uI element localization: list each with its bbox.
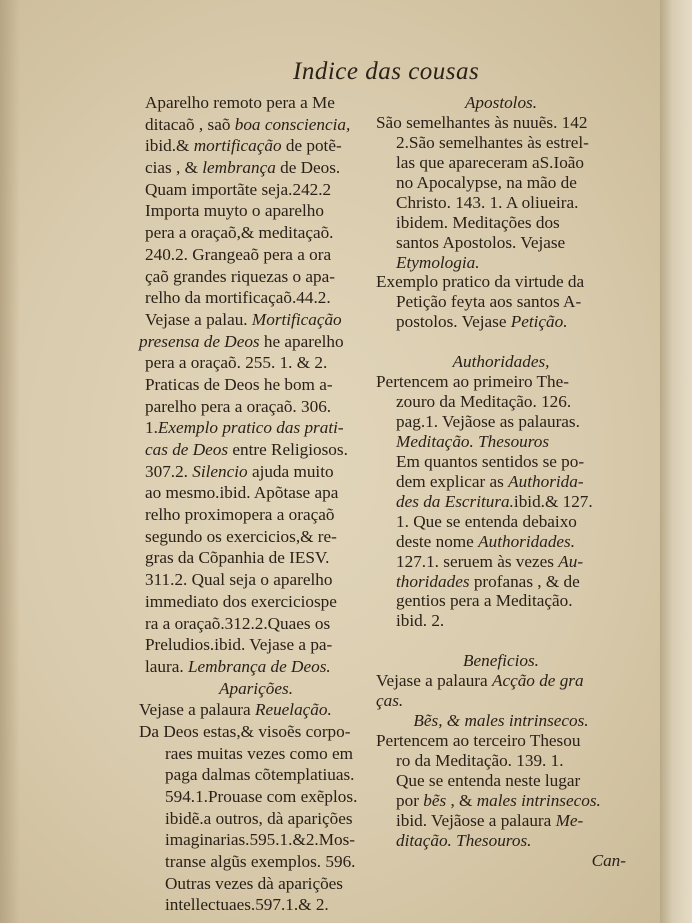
- text: Quam importãte seja.242.2: [145, 179, 332, 199]
- text: no Apocalypse, na mão de: [396, 172, 577, 192]
- index-line: [145, 786, 367, 808]
- italic-text: presensa de Deos: [139, 331, 260, 351]
- text: ajuda muito: [247, 461, 334, 481]
- index-line: [139, 331, 367, 353]
- index-line: [376, 751, 626, 771]
- index-line: [145, 808, 367, 830]
- text: por: [396, 790, 424, 810]
- italic-text: Exemplo pratico das prati-: [157, 418, 344, 438]
- index-line: [376, 572, 626, 592]
- index-line: [376, 811, 626, 831]
- text: entre Religiosos.: [228, 440, 348, 459]
- index-heading: [376, 651, 626, 671]
- italic-text: Acção de gra: [491, 671, 584, 691]
- italic-text: Petição.: [510, 312, 568, 332]
- text: deste nome: [396, 531, 479, 551]
- text: Que se entenda neste lugar: [396, 770, 581, 790]
- index-line: [376, 233, 626, 253]
- index-line: [139, 721, 367, 743]
- index-line: [145, 266, 367, 288]
- index-line: [145, 396, 367, 418]
- index-line: [139, 699, 367, 721]
- index-line: [145, 114, 367, 136]
- index-line: [145, 591, 367, 613]
- italic-text: Authorida-: [508, 471, 584, 491]
- index-line: [145, 613, 367, 635]
- italic-text: Meditação. Thesouros: [396, 431, 550, 451]
- index-line: [145, 352, 367, 374]
- index-line: [145, 873, 367, 895]
- index-line: [376, 532, 626, 552]
- index-line: [376, 452, 626, 472]
- text: santos Apostolos. Vejase: [396, 232, 566, 252]
- index-line: [145, 634, 367, 656]
- text: laura.: [145, 656, 188, 676]
- italic-text: Mortificação: [251, 309, 342, 329]
- text: segundo os exercicios,& re-: [145, 526, 337, 546]
- index-line: [376, 731, 626, 751]
- text: Christo. 143. 1. A oliueira.: [396, 192, 579, 212]
- text: Pertencem ao primeiro The-: [376, 372, 569, 392]
- left-column: [139, 92, 367, 916]
- index-line: [145, 179, 367, 201]
- text: ibid.& 127.: [513, 491, 593, 511]
- index-line: [145, 504, 367, 526]
- text: ra a oraçaõ.312.2.Quaes os: [145, 613, 331, 633]
- text: Outras vezes dà aparições: [165, 873, 343, 893]
- italic-text: males intrinsecos.: [476, 790, 601, 810]
- index-line: [376, 133, 626, 153]
- text: çaõ grandes riquezas o apa-: [145, 266, 335, 286]
- text: immediato dos exerciciospe: [145, 591, 337, 611]
- text: 594.1.Prouase com exẽplos.: [165, 787, 358, 806]
- text: relho da mortificaçaõ.44.2.: [145, 288, 331, 308]
- index-line: [376, 332, 626, 352]
- index-line: [376, 412, 626, 432]
- index-line: [376, 113, 626, 133]
- index-line: [145, 547, 367, 569]
- index-line: [376, 173, 626, 193]
- text: ibidem. Meditações dos: [396, 212, 560, 232]
- text: 2.São semelhantes às estrel-: [396, 132, 589, 152]
- index-line: [376, 791, 626, 811]
- text: ro da Meditação. 139. 1.: [396, 750, 564, 770]
- index-line: [145, 309, 367, 331]
- index-line: [376, 512, 626, 532]
- index-line: [376, 611, 626, 631]
- text: Petição feyta aos santos A-: [396, 292, 582, 312]
- index-line: [376, 671, 626, 691]
- text: Preludios.ibid. Vejase a pa-: [145, 635, 333, 655]
- index-line: [145, 894, 367, 916]
- index-heading: [376, 93, 626, 113]
- text: cias , &: [145, 158, 203, 178]
- index-line: [376, 392, 626, 412]
- index-line: [376, 552, 626, 572]
- index-line: [145, 461, 367, 483]
- index-line: [376, 272, 626, 292]
- index-line: [145, 135, 367, 157]
- text: he aparelho: [259, 331, 344, 351]
- index-line: [376, 153, 626, 173]
- index-line: [376, 831, 626, 851]
- index-line: [145, 656, 367, 678]
- index-line: [145, 287, 367, 309]
- running-header: Indice das cousas: [293, 58, 480, 85]
- text: 1.: [145, 418, 158, 438]
- text: zouro da Meditação. 126.: [396, 392, 572, 412]
- text: pera a oraçaõ,& meditaçaõ.: [145, 223, 334, 243]
- index-line: [376, 472, 626, 492]
- text: ibidẽ.a outros, dà aparições: [165, 808, 353, 828]
- index-line: [145, 222, 367, 244]
- text: ditacaõ , saõ: [145, 114, 235, 134]
- index-line: [145, 374, 367, 396]
- text: las que apareceram aS.Ioão: [396, 152, 585, 172]
- index-line: [145, 526, 367, 548]
- text: Praticas de Deos he bom a-: [145, 374, 333, 394]
- index-line: [376, 253, 626, 273]
- index-line: [145, 244, 367, 266]
- italic-text: Apostolos.: [464, 93, 538, 112]
- index-line: [376, 631, 626, 651]
- page-gutter-shadow: [0, 0, 20, 923]
- text: Importa muyto o aparelho: [145, 201, 324, 221]
- index-line: [376, 771, 626, 791]
- index-line: [376, 372, 626, 392]
- index-line: [376, 432, 626, 452]
- italic-text: bẽs: [423, 790, 447, 810]
- italic-text: thoridades: [396, 571, 470, 591]
- text: 311.2. Qual seja o aparelho: [145, 570, 333, 590]
- index-line: [145, 743, 367, 765]
- text: ibid. Vejãose a palaura: [396, 810, 556, 830]
- text: 1. Que se entenda debaixo: [396, 511, 577, 531]
- italic-text: boa consciencia,: [234, 114, 351, 134]
- text: profanas , & de: [469, 571, 580, 591]
- italic-text: lembrança: [202, 158, 276, 178]
- index-heading: [145, 678, 367, 700]
- text: relho proximopera a oraçaõ: [145, 505, 335, 525]
- text: Vejase a palaura: [139, 700, 255, 720]
- index-line: [145, 851, 367, 873]
- index-line: [376, 213, 626, 233]
- text: São semelhantes às nuuẽs. 142: [376, 112, 588, 132]
- text: Exemplo pratico da virtude da: [376, 272, 585, 292]
- text: gras da Cõpanhia de IESV.: [145, 548, 330, 568]
- index-line: [376, 691, 626, 711]
- index-line: [376, 312, 626, 332]
- italic-text: ças.: [376, 691, 404, 711]
- text: Da Deos estas,& visoẽs corpo-: [139, 721, 351, 741]
- text: ibid.&: [145, 136, 194, 156]
- text: Vejase a palaura: [376, 671, 492, 691]
- italic-text: ditação. Thesouros.: [396, 830, 532, 850]
- italic-text: Reuelação.: [254, 700, 332, 720]
- text: 307.2.: [145, 461, 193, 481]
- italic-text: cas de Deos: [145, 440, 229, 459]
- right-column: [376, 93, 626, 871]
- text: pera a oraçaõ. 255. 1. & 2.: [145, 353, 328, 373]
- text: Em quantos sentidos se po-: [396, 451, 585, 471]
- index-line: [145, 439, 367, 461]
- index-line: [145, 569, 367, 591]
- index-heading: [376, 711, 626, 731]
- italic-text: Etymologia.: [396, 252, 480, 272]
- text: de Deos.: [275, 158, 341, 178]
- index-line: [145, 829, 367, 851]
- page-edge: [660, 0, 692, 923]
- text: postolos. Vejase: [396, 312, 511, 332]
- index-line: [376, 492, 626, 512]
- text: Vejase a palau.: [145, 309, 252, 329]
- catchword: Can-: [591, 850, 626, 870]
- text: intellectuaes.597.1.& 2.: [165, 895, 329, 915]
- italic-text: Beneficios.: [463, 651, 539, 671]
- text: 240.2. Grangeaõ pera a ora: [145, 244, 332, 264]
- text: ao mesmo.ibid. Apõtase apa: [145, 483, 339, 503]
- text: Aparelho remoto pera a Me: [145, 93, 335, 112]
- text: , &: [446, 790, 477, 810]
- index-line: [145, 764, 367, 786]
- text: transe algũs exemplos. 596.: [165, 852, 356, 872]
- italic-text: Lembrança de Deos.: [187, 656, 331, 676]
- italic-text: Bẽs, & males intrinsecos.: [413, 711, 589, 731]
- text: Pertencem ao terceiro Thesou: [376, 731, 581, 750]
- index-line: [145, 417, 367, 439]
- italic-text: Au-: [558, 551, 584, 571]
- index-line: [145, 157, 367, 179]
- italic-text: Aparições.: [219, 678, 293, 698]
- text: imaginarias.595.1.&2.Mos-: [165, 830, 355, 850]
- index-line: [145, 200, 367, 222]
- text: pag.1. Vejãose as palauras.: [396, 412, 580, 431]
- italic-text: Authoridades.: [478, 531, 576, 551]
- text: ibid. 2.: [396, 611, 445, 631]
- text: gentios pera a Meditação.: [396, 591, 573, 611]
- italic-text: des da Escritura.: [396, 491, 514, 511]
- index-line: [145, 482, 367, 504]
- text: dem explicar as: [396, 471, 509, 491]
- index-line: [376, 591, 626, 611]
- text: de potẽ-: [281, 136, 342, 156]
- italic-text: Authoridades,: [452, 352, 550, 372]
- index-heading: [376, 352, 626, 372]
- italic-text: Silencio: [192, 461, 248, 481]
- index-line: [376, 193, 626, 213]
- index-line: [145, 92, 367, 114]
- italic-text: mortificação: [193, 136, 282, 156]
- text: parelho pera a oraçaõ. 306.: [145, 396, 332, 416]
- italic-text: Me-: [555, 810, 584, 830]
- index-line: [376, 292, 626, 312]
- text: raes muitas vezes como em: [165, 743, 354, 763]
- text: 127.1. seruem às vezes: [396, 551, 559, 571]
- text: paga dalmas cõtemplatiuas.: [165, 765, 355, 785]
